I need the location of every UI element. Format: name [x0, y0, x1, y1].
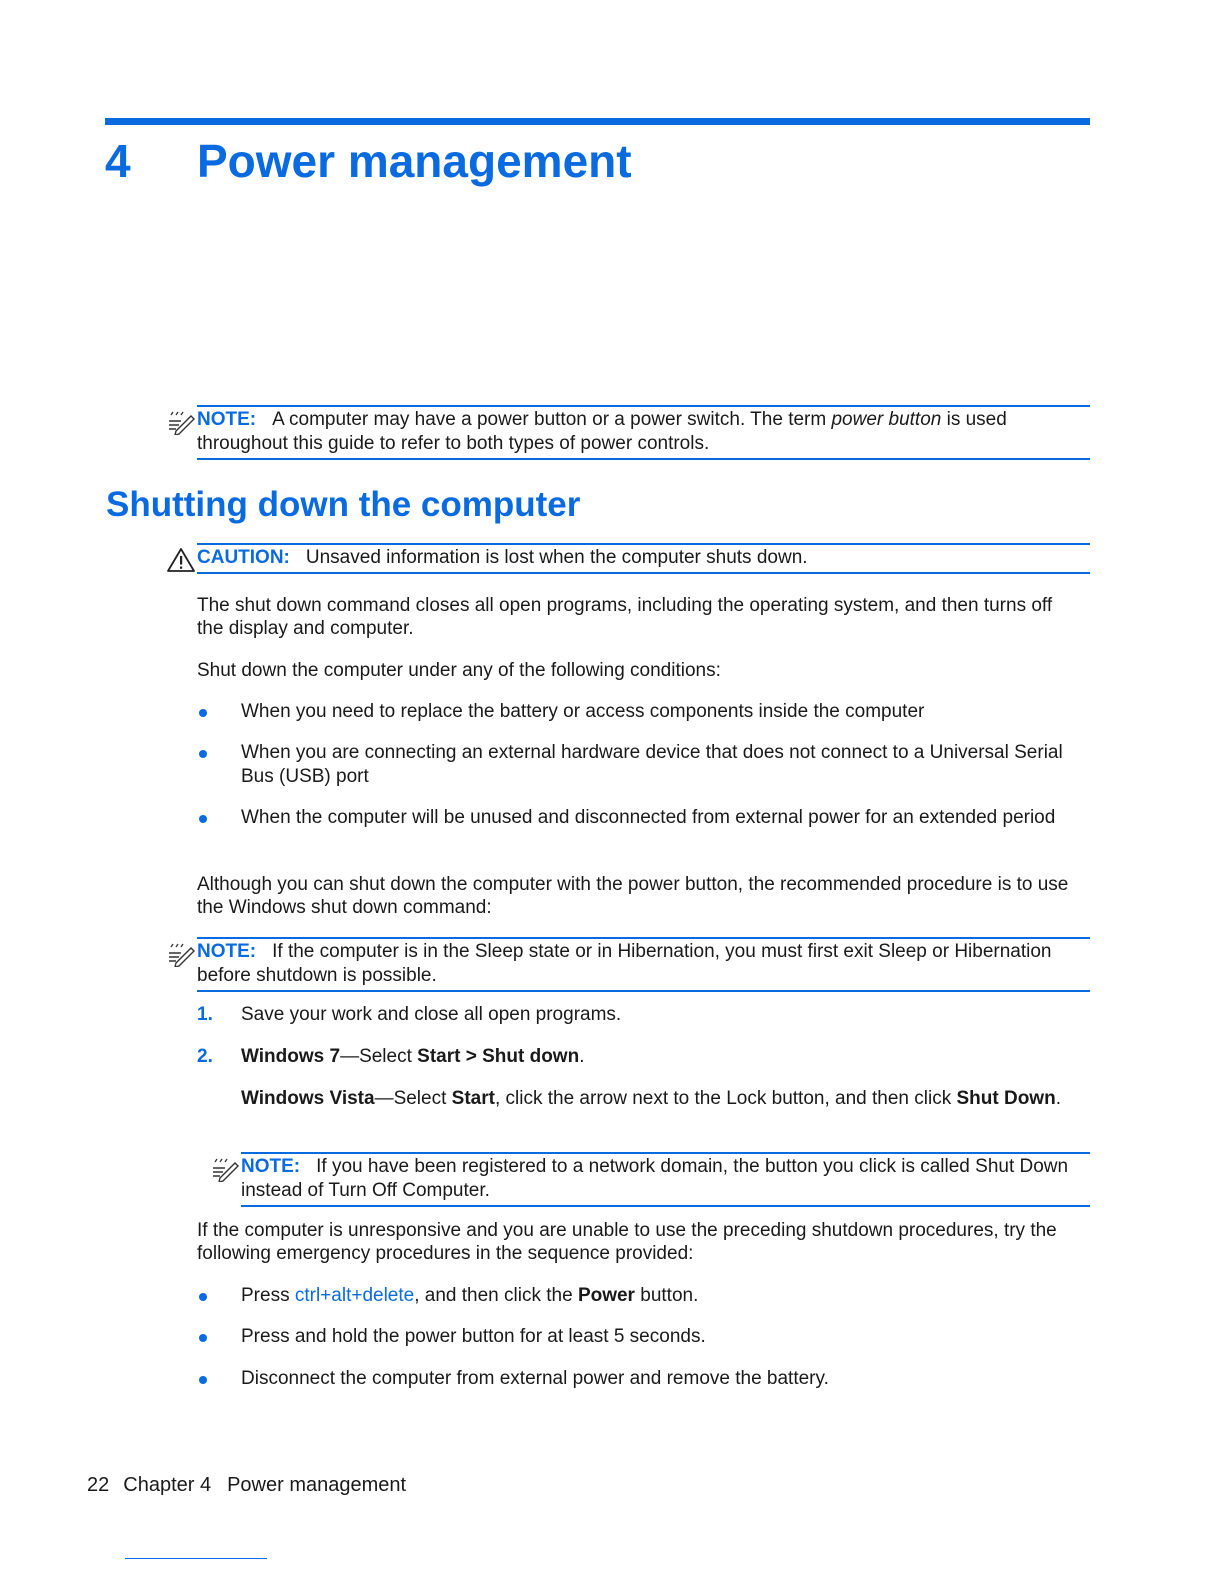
bullet-dot-icon: [199, 1334, 207, 1342]
note-pencil-icon: [167, 409, 195, 435]
footer-title: Power management: [227, 1474, 407, 1496]
note-pencil-icon: [211, 1156, 239, 1182]
condition-item: [197, 700, 1077, 724]
step-windows7: [241, 1045, 1077, 1069]
step-text: —Select: [340, 1046, 418, 1067]
menu-separator: >: [460, 1046, 483, 1067]
emergency-text-part: button.: [634, 1285, 699, 1306]
note-text: If the computer is in the Sleep state or in Hibernation, you must first exit Sleep or Hibernation before shutdown is possible.: [197, 941, 1052, 986]
emergency-text: Disconnect the computer from external power and remove the battery.: [241, 1368, 829, 1389]
note-text: If you have been registered to a network domain, the button you click is called Shut Down instead of Turn Off Computer.: [241, 1156, 1069, 1201]
step-vista: [197, 1087, 1077, 1111]
keyboard-shortcut: ctrl+alt+delete: [294, 1285, 415, 1306]
vista-label: Windows Vista: [241, 1088, 375, 1109]
bottom-rule: [125, 1558, 267, 1559]
condition-text: When you need to replace the battery or access components inside the computer: [241, 701, 925, 722]
start-label: Start: [417, 1046, 461, 1067]
bullet-dot-icon: [199, 1376, 207, 1384]
step-number: 1.: [197, 1004, 213, 1025]
windows7-label: Windows 7: [241, 1046, 341, 1067]
note-label: NOTE:: [197, 409, 257, 430]
emergency-text: Press and hold the power button for at least 5 seconds.: [241, 1326, 706, 1347]
page-footer: [87, 1473, 406, 1497]
condition-item: [197, 741, 1077, 789]
step-text: .: [1055, 1088, 1061, 1109]
note-text-part1: A computer may have a power button or a power switch. The term: [272, 409, 832, 430]
emergency-item: [197, 1325, 1077, 1349]
note-emphasis: power button: [831, 409, 942, 430]
step-text: , click the arrow next to the Lock button, and then click: [494, 1088, 957, 1109]
intro-paragraph: The shut down command closes all open programs, including the operating system, and then turns off the display and computer.: [197, 595, 1053, 639]
step-text: Save your work and close all open programs.: [241, 1004, 622, 1025]
shutdown-label: Shut Down: [956, 1088, 1056, 1109]
step-number: 2.: [197, 1046, 213, 1067]
emergency-item: [197, 1367, 1077, 1391]
unresponsive-paragraph: If the computer is unresponsive and you are unable to use the preceding shutdown procedures, try the following emergency procedures in the sequence provided:: [197, 1220, 1057, 1264]
condition-item: [197, 806, 1077, 830]
caution-text: Unsaved information is lost when the computer shuts down.: [305, 547, 808, 568]
condition-text: When the computer will be unused and disconnected from external power for an extended period: [241, 807, 1056, 828]
chapter-top-rule: [105, 118, 1090, 125]
chapter-title-text: Power management: [197, 135, 632, 187]
page-number: 22: [87, 1474, 110, 1496]
footer-chapter: Chapter 4: [123, 1474, 212, 1496]
bullet-dot-icon: [199, 750, 207, 758]
section-title: Shutting down the computer: [106, 485, 581, 524]
emergency-text: [241, 1284, 1077, 1308]
step-text: .: [579, 1046, 585, 1067]
note-power-button: [197, 405, 1090, 460]
step-item: [197, 1003, 1077, 1027]
step-item: [197, 1045, 1077, 1069]
shutdown-label: Shut down: [482, 1046, 580, 1067]
caution-box: [197, 543, 1090, 574]
caution-label: CAUTION:: [197, 547, 290, 568]
emergency-item: [197, 1284, 1077, 1308]
emergency-text-part: , and then click the: [414, 1285, 578, 1306]
step-vista-text: [241, 1087, 1077, 1111]
note-network: [241, 1152, 1090, 1207]
caution-triangle-icon: [167, 547, 195, 573]
note-text-part2: is used throughout this guide to refer to both types of power controls.: [197, 409, 1007, 454]
chapter-number: 4: [105, 135, 131, 187]
note-pencil-icon: [167, 941, 195, 967]
condition-text: When you are connecting an external hardware device that does not connect to a Universal Serial Bus (USB) port: [241, 742, 1063, 787]
note-sleep: [197, 937, 1090, 992]
recommend-paragraph: Although you can shut down the computer with the power button, the recommended procedure is to use the Windows shut down command:: [197, 874, 1069, 918]
bullet-dot-icon: [199, 709, 207, 717]
conditions-intro: Shut down the computer under any of the following conditions:: [197, 660, 721, 681]
emergency-text-part: Press: [241, 1285, 295, 1306]
note-label: NOTE:: [197, 941, 257, 962]
power-label: Power: [577, 1285, 635, 1306]
note-label: NOTE:: [241, 1156, 301, 1177]
step-text: —Select: [374, 1088, 452, 1109]
bullet-dot-icon: [199, 815, 207, 823]
start-label: Start: [451, 1088, 495, 1109]
chapter-title: [105, 133, 632, 189]
bullet-dot-icon: [199, 1293, 207, 1301]
